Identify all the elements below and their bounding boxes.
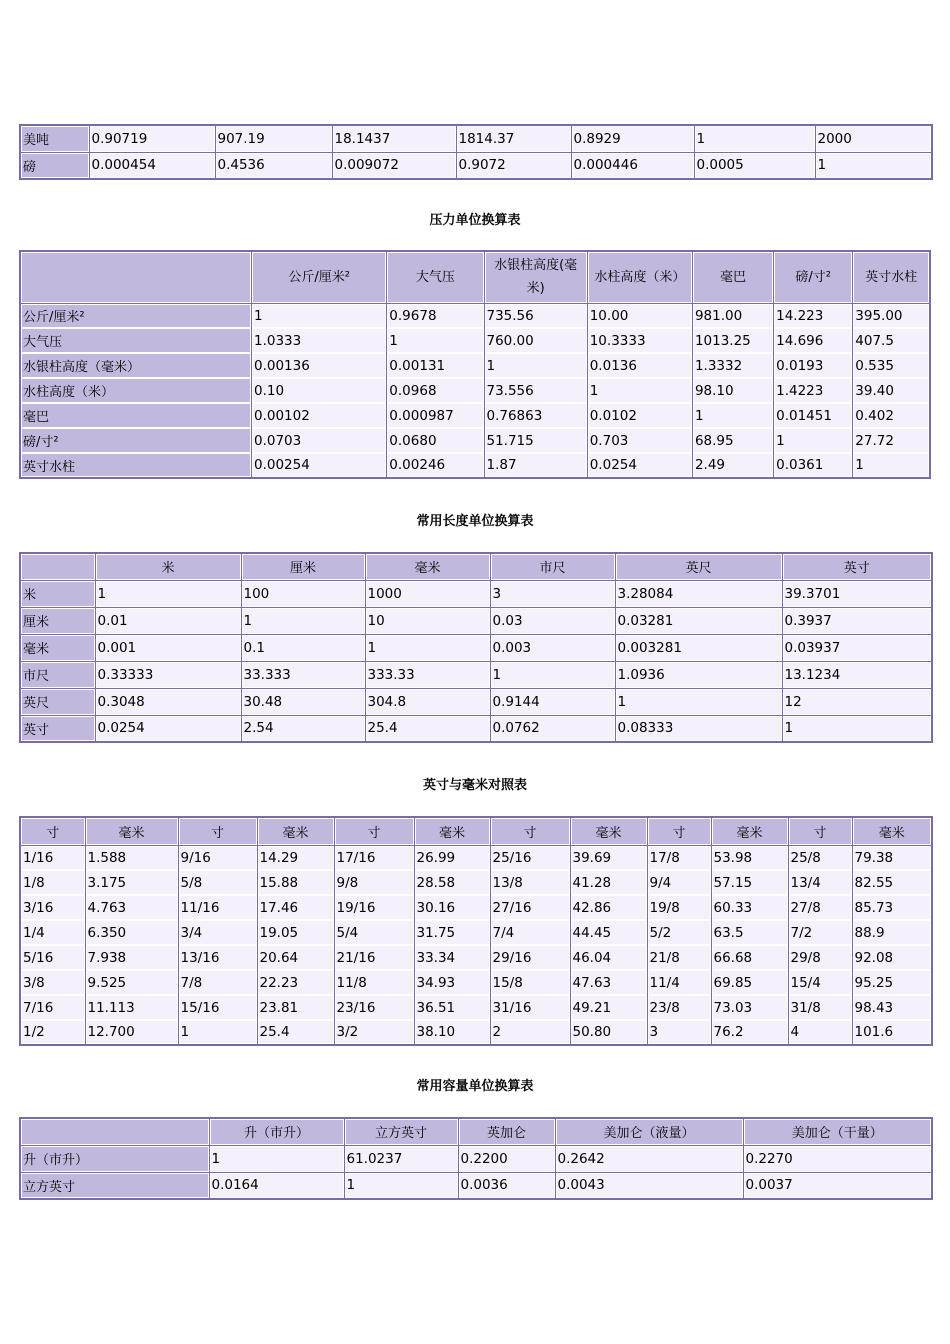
length-cell: 3 bbox=[490, 580, 615, 607]
volume-header-4: 美加仑（干量） bbox=[743, 1118, 932, 1145]
pressure-cell: 0.0680 bbox=[387, 428, 484, 453]
pressure-cell: 0.703 bbox=[587, 428, 692, 453]
length-row-label: 厘米 bbox=[20, 607, 95, 634]
pressure-cell: 760.00 bbox=[484, 328, 587, 353]
pressure-title: 压力单位换算表 bbox=[429, 213, 521, 228]
volume-cell: 1 bbox=[209, 1145, 344, 1172]
inch-mm-cell: 3/8 bbox=[20, 970, 85, 995]
length-header-0: 米 bbox=[95, 553, 241, 580]
table-row bbox=[20, 1020, 932, 1045]
pressure-cell: 27.72 bbox=[853, 428, 930, 453]
table-row bbox=[20, 403, 930, 428]
pressure-cell: 1013.25 bbox=[692, 328, 773, 353]
inch-mm-cell: 53.98 bbox=[711, 845, 788, 870]
inch-mm-cell: 3 bbox=[647, 1020, 711, 1045]
pressure-cell: 407.5 bbox=[853, 328, 930, 353]
inch-mm-cell: 95.25 bbox=[852, 970, 932, 995]
length-cell: 0.03937 bbox=[782, 634, 932, 661]
volume-row-label: 升（市升） bbox=[20, 1145, 209, 1172]
length-cell: 2.54 bbox=[241, 715, 365, 742]
inch-mm-cell: 44.45 bbox=[570, 920, 647, 945]
pressure-cell: 0.0254 bbox=[587, 453, 692, 478]
inch-mm-cell: 88.9 bbox=[852, 920, 932, 945]
inch-mm-cell: 3/16 bbox=[20, 895, 85, 920]
inch-mm-cell: 19/16 bbox=[334, 895, 414, 920]
pressure-cell: 0.00136 bbox=[252, 353, 387, 378]
inch-mm-cell: 47.63 bbox=[570, 970, 647, 995]
length-cell: 1 bbox=[95, 580, 241, 607]
inch-mm-cell: 9/4 bbox=[647, 870, 711, 895]
table-row bbox=[20, 580, 932, 607]
inch-mm-cell: 23/8 bbox=[647, 995, 711, 1020]
inch-mm-cell: 1/4 bbox=[20, 920, 85, 945]
inch-mm-cell: 39.69 bbox=[570, 845, 647, 870]
volume-header-1: 立方英寸 bbox=[344, 1118, 458, 1145]
inch-mm-cell: 92.08 bbox=[852, 945, 932, 970]
pressure-cell: 39.40 bbox=[853, 378, 930, 403]
pressure-cell: 73.556 bbox=[484, 378, 587, 403]
volume-header-3: 美加仑（液量） bbox=[555, 1118, 743, 1145]
inch-mm-cell: 15/4 bbox=[788, 970, 852, 995]
pressure-cell: 1.87 bbox=[484, 453, 587, 478]
pressure-cell: 0.535 bbox=[853, 353, 930, 378]
length-cell: 0.3937 bbox=[782, 607, 932, 634]
pressure-cell: 1.4223 bbox=[774, 378, 853, 403]
inch-mm-cell: 25/8 bbox=[788, 845, 852, 870]
inch-mm-cell: 15.88 bbox=[257, 870, 334, 895]
inch_mm-header-0: 寸 bbox=[20, 817, 85, 845]
pressure-cell: 0.10 bbox=[252, 378, 387, 403]
pressure-cell: 2.49 bbox=[692, 453, 773, 478]
volume-table-block bbox=[19, 1117, 931, 1200]
table-row bbox=[20, 428, 930, 453]
pressure-table bbox=[19, 250, 931, 479]
pressure-cell: 395.00 bbox=[853, 303, 930, 328]
length-cell: 0.003 bbox=[490, 634, 615, 661]
inch-mm-cell: 19/8 bbox=[647, 895, 711, 920]
inch-mm-cell: 15/16 bbox=[178, 995, 257, 1020]
volume-cell: 0.0036 bbox=[458, 1172, 555, 1199]
pressure-cell: 0.0968 bbox=[387, 378, 484, 403]
table-row bbox=[20, 634, 932, 661]
inch_mm-header-8: 寸 bbox=[647, 817, 711, 845]
inch-mm-cell: 1/2 bbox=[20, 1020, 85, 1045]
length-cell: 333.33 bbox=[365, 661, 490, 688]
table-row bbox=[20, 920, 932, 945]
length-cell: 13.1234 bbox=[782, 661, 932, 688]
inch-mm-cell: 3/4 bbox=[178, 920, 257, 945]
inch-mm-cell: 6.350 bbox=[85, 920, 178, 945]
inch-mm-cell: 25/16 bbox=[490, 845, 570, 870]
length-header-3: 市尺 bbox=[490, 553, 615, 580]
length-corner bbox=[20, 553, 95, 580]
weight_partial-cell: 18.1437 bbox=[332, 125, 456, 152]
inch-mm-cell: 41.28 bbox=[570, 870, 647, 895]
weight_partial-cell: 1 bbox=[815, 152, 932, 179]
pressure-cell: 1 bbox=[587, 378, 692, 403]
volume-row-label: 立方英寸 bbox=[20, 1172, 209, 1199]
weight_partial-cell: 0.8929 bbox=[571, 125, 694, 152]
table-row bbox=[20, 1172, 932, 1199]
length-cell: 1 bbox=[615, 688, 782, 715]
table-row bbox=[20, 945, 932, 970]
pressure-header-4: 毫巴 bbox=[692, 251, 773, 303]
table-row bbox=[20, 328, 930, 353]
pressure-header-5: 磅/寸² bbox=[774, 251, 853, 303]
inch_mm-header-1: 毫米 bbox=[85, 817, 178, 845]
inch-mm-cell: 34.93 bbox=[414, 970, 490, 995]
length-cell: 1 bbox=[241, 607, 365, 634]
pressure-cell: 1 bbox=[252, 303, 387, 328]
length-row-label: 毫米 bbox=[20, 634, 95, 661]
pressure-cell: 0.01451 bbox=[774, 403, 853, 428]
inch-mm-cell: 38.10 bbox=[414, 1020, 490, 1045]
length-cell: 0.0762 bbox=[490, 715, 615, 742]
pressure-cell: 1 bbox=[853, 453, 930, 478]
pressure-header-1: 大气压 bbox=[387, 251, 484, 303]
inch-mm-cell: 30.16 bbox=[414, 895, 490, 920]
table-row bbox=[20, 715, 932, 742]
pressure-cell: 0.0102 bbox=[587, 403, 692, 428]
volume-cell: 0.2270 bbox=[743, 1145, 932, 1172]
length-row-label: 英尺 bbox=[20, 688, 95, 715]
inch-mm-cell: 5/2 bbox=[647, 920, 711, 945]
weight_partial-row-label: 磅 bbox=[20, 152, 89, 179]
inch-mm-cell: 3.175 bbox=[85, 870, 178, 895]
inch-mm-cell: 28.58 bbox=[414, 870, 490, 895]
inch-mm-cell: 3/2 bbox=[334, 1020, 414, 1045]
volume-header-2: 英加仑 bbox=[458, 1118, 555, 1145]
weight-table-block bbox=[19, 124, 931, 180]
volume-cell: 0.0164 bbox=[209, 1172, 344, 1199]
inch-mm-cell: 29/8 bbox=[788, 945, 852, 970]
inch-mm-cell: 36.51 bbox=[414, 995, 490, 1020]
length-cell: 0.08333 bbox=[615, 715, 782, 742]
length-cell: 0.001 bbox=[95, 634, 241, 661]
inch-mm-cell: 5/4 bbox=[334, 920, 414, 945]
inch-mm-cell: 7/16 bbox=[20, 995, 85, 1020]
inch-mm-cell: 29/16 bbox=[490, 945, 570, 970]
pressure-cell: 98.10 bbox=[692, 378, 773, 403]
inch_mm-header-10: 寸 bbox=[788, 817, 852, 845]
length-row-label: 英寸 bbox=[20, 715, 95, 742]
inch-mm-cell: 21/16 bbox=[334, 945, 414, 970]
length-cell: 25.4 bbox=[365, 715, 490, 742]
inch-mm-cell: 26.99 bbox=[414, 845, 490, 870]
volume-table bbox=[19, 1117, 933, 1200]
volume-title: 常用容量单位换算表 bbox=[416, 1079, 534, 1094]
weight_partial-cell: 907.19 bbox=[215, 125, 332, 152]
length-cell: 1000 bbox=[365, 580, 490, 607]
length-cell: 1.0936 bbox=[615, 661, 782, 688]
pressure-cell: 0.0136 bbox=[587, 353, 692, 378]
pressure-cell: 10.00 bbox=[587, 303, 692, 328]
inch-mm-cell: 31.75 bbox=[414, 920, 490, 945]
length-cell: 1 bbox=[490, 661, 615, 688]
pressure-cell: 1.0333 bbox=[252, 328, 387, 353]
length-cell: 100 bbox=[241, 580, 365, 607]
inch-mm-cell: 31/16 bbox=[490, 995, 570, 1020]
inch-mm-cell: 13/8 bbox=[490, 870, 570, 895]
length-title: 常用长度单位换算表 bbox=[416, 514, 534, 529]
weight_partial-cell: 0.90719 bbox=[89, 125, 215, 152]
inch-mm-cell: 22.23 bbox=[257, 970, 334, 995]
inch-mm-cell: 11/8 bbox=[334, 970, 414, 995]
table-row bbox=[20, 1145, 932, 1172]
inch_mm-header-11: 毫米 bbox=[852, 817, 932, 845]
weight_partial-row-label: 美吨 bbox=[20, 125, 89, 152]
table-row bbox=[20, 353, 930, 378]
volume-header-0: 升（市升） bbox=[209, 1118, 344, 1145]
inch-mm-cell: 1/8 bbox=[20, 870, 85, 895]
inch-mm-cell: 13/16 bbox=[178, 945, 257, 970]
weight_partial-cell: 2000 bbox=[815, 125, 932, 152]
pressure-cell: 0.76863 bbox=[484, 403, 587, 428]
inch_mm-header-3: 毫米 bbox=[257, 817, 334, 845]
inch-mm-cell: 17.46 bbox=[257, 895, 334, 920]
inch-mm-cell: 12.700 bbox=[85, 1020, 178, 1045]
inch-mm-cell: 17/16 bbox=[334, 845, 414, 870]
weight_partial-cell: 0.4536 bbox=[215, 152, 332, 179]
inch-mm-cell: 14.29 bbox=[257, 845, 334, 870]
inch-mm-cell: 11/16 bbox=[178, 895, 257, 920]
table-row bbox=[20, 970, 932, 995]
inch-mm-cell: 46.04 bbox=[570, 945, 647, 970]
inch-mm-cell: 101.6 bbox=[852, 1020, 932, 1045]
table-row bbox=[20, 152, 932, 179]
inch-mm-cell: 50.80 bbox=[570, 1020, 647, 1045]
inch_mm-header-4: 寸 bbox=[334, 817, 414, 845]
inch_mm-header-9: 毫米 bbox=[711, 817, 788, 845]
volume-cell: 0.0037 bbox=[743, 1172, 932, 1199]
table-row bbox=[20, 125, 932, 152]
volume-corner bbox=[20, 1118, 209, 1145]
length-table bbox=[19, 552, 933, 743]
weight_partial-cell: 1814.37 bbox=[456, 125, 571, 152]
inch-mm-cell: 66.68 bbox=[711, 945, 788, 970]
pressure-cell: 1 bbox=[774, 428, 853, 453]
pressure-cell: 0.00131 bbox=[387, 353, 484, 378]
inch-mm-cell: 5/16 bbox=[20, 945, 85, 970]
pressure-cell: 14.223 bbox=[774, 303, 853, 328]
inch-mm-cell: 2 bbox=[490, 1020, 570, 1045]
pressure-cell: 0.00254 bbox=[252, 453, 387, 478]
length-cell: 0.33333 bbox=[95, 661, 241, 688]
pressure-cell: 10.3333 bbox=[587, 328, 692, 353]
volume-cell: 0.2200 bbox=[458, 1145, 555, 1172]
table-row bbox=[20, 607, 932, 634]
inch-mm-table bbox=[19, 816, 933, 1046]
length-header-1: 厘米 bbox=[241, 553, 365, 580]
inch-mm-cell: 1 bbox=[178, 1020, 257, 1045]
inch-mm-cell: 11/4 bbox=[647, 970, 711, 995]
pressure-header-3: 水柱高度（米） bbox=[587, 251, 692, 303]
length-row-label: 米 bbox=[20, 580, 95, 607]
inch-mm-cell: 33.34 bbox=[414, 945, 490, 970]
inch_mm-header-7: 毫米 bbox=[570, 817, 647, 845]
inch-mm-cell: 63.5 bbox=[711, 920, 788, 945]
inch-mm-cell: 76.2 bbox=[711, 1020, 788, 1045]
length-cell: 33.333 bbox=[241, 661, 365, 688]
table-row bbox=[20, 303, 930, 328]
length-cell: 1 bbox=[782, 715, 932, 742]
length-header-5: 英寸 bbox=[782, 553, 932, 580]
pressure-cell: 981.00 bbox=[692, 303, 773, 328]
inch-mm-cell: 98.43 bbox=[852, 995, 932, 1020]
table-row bbox=[20, 661, 932, 688]
inch-mm-cell: 20.64 bbox=[257, 945, 334, 970]
pressure-table-block bbox=[19, 250, 931, 479]
inch-mm-cell: 7/8 bbox=[178, 970, 257, 995]
inch-mm-cell: 49.21 bbox=[570, 995, 647, 1020]
volume-cell: 0.0043 bbox=[555, 1172, 743, 1199]
pressure-header-2: 水银柱高度(毫米) bbox=[484, 251, 587, 303]
table-row bbox=[20, 688, 932, 715]
inch-mm-cell: 23/16 bbox=[334, 995, 414, 1020]
inch-mm-cell: 15/8 bbox=[490, 970, 570, 995]
inch-mm-cell: 23.81 bbox=[257, 995, 334, 1020]
pressure-cell: 0.0193 bbox=[774, 353, 853, 378]
pressure-header-6: 英寸水柱 bbox=[853, 251, 930, 303]
inch-mm-cell: 60.33 bbox=[711, 895, 788, 920]
pressure-row-label: 水柱高度（米） bbox=[20, 378, 252, 403]
inch-mm-cell: 82.55 bbox=[852, 870, 932, 895]
volume-cell: 61.0237 bbox=[344, 1145, 458, 1172]
weight-table bbox=[19, 124, 933, 180]
pressure-cell: 0.9678 bbox=[387, 303, 484, 328]
inch-mm-cell: 69.85 bbox=[711, 970, 788, 995]
weight_partial-cell: 0.000446 bbox=[571, 152, 694, 179]
weight_partial-cell: 0.9072 bbox=[456, 152, 571, 179]
length-cell: 0.3048 bbox=[95, 688, 241, 715]
volume-cell: 1 bbox=[344, 1172, 458, 1199]
pressure-row-label: 磅/寸² bbox=[20, 428, 252, 453]
inch-mm-cell: 25.4 bbox=[257, 1020, 334, 1045]
inch-mm-cell: 21/8 bbox=[647, 945, 711, 970]
pressure-cell: 0.00102 bbox=[252, 403, 387, 428]
pressure-cell: 1 bbox=[692, 403, 773, 428]
pressure-cell: 0.0361 bbox=[774, 453, 853, 478]
pressure-cell: 735.56 bbox=[484, 303, 587, 328]
volume-cell: 0.2642 bbox=[555, 1145, 743, 1172]
length-header-4: 英尺 bbox=[615, 553, 782, 580]
length-cell: 3.28084 bbox=[615, 580, 782, 607]
length-row-label: 市尺 bbox=[20, 661, 95, 688]
pressure-row-label: 毫巴 bbox=[20, 403, 252, 428]
length-cell: 0.9144 bbox=[490, 688, 615, 715]
inch-mm-cell: 7/2 bbox=[788, 920, 852, 945]
inch-mm-cell: 1/16 bbox=[20, 845, 85, 870]
inch-mm-cell: 27/8 bbox=[788, 895, 852, 920]
inch-mm-cell: 57.15 bbox=[711, 870, 788, 895]
inch-mm-cell: 5/8 bbox=[178, 870, 257, 895]
table-row bbox=[20, 378, 930, 403]
weight_partial-cell: 0.0005 bbox=[694, 152, 815, 179]
inch_mm-header-5: 毫米 bbox=[414, 817, 490, 845]
length-cell: 0.01 bbox=[95, 607, 241, 634]
inch-mm-cell: 9/16 bbox=[178, 845, 257, 870]
length-cell: 39.3701 bbox=[782, 580, 932, 607]
length-cell: 30.48 bbox=[241, 688, 365, 715]
length-cell: 0.0254 bbox=[95, 715, 241, 742]
pressure-cell: 14.696 bbox=[774, 328, 853, 353]
inch-mm-cell: 85.73 bbox=[852, 895, 932, 920]
inch-mm-cell: 1.588 bbox=[85, 845, 178, 870]
inch-mm-cell: 42.86 bbox=[570, 895, 647, 920]
pressure-row-label: 公斤/厘米² bbox=[20, 303, 252, 328]
pressure-cell: 0.00246 bbox=[387, 453, 484, 478]
inch_mm-header-6: 寸 bbox=[490, 817, 570, 845]
pressure-cell: 0.402 bbox=[853, 403, 930, 428]
inch-mm-cell: 7/4 bbox=[490, 920, 570, 945]
length-cell: 12 bbox=[782, 688, 932, 715]
inch-mm-cell: 27/16 bbox=[490, 895, 570, 920]
pressure-cell: 0.000987 bbox=[387, 403, 484, 428]
weight_partial-cell: 1 bbox=[694, 125, 815, 152]
table-row bbox=[20, 995, 932, 1020]
length-cell: 0.003281 bbox=[615, 634, 782, 661]
pressure-cell: 1 bbox=[484, 353, 587, 378]
inch-mm-cell: 79.38 bbox=[852, 845, 932, 870]
inch-mm-cell: 31/8 bbox=[788, 995, 852, 1020]
inch-mm-cell: 4.763 bbox=[85, 895, 178, 920]
pressure-corner bbox=[20, 251, 252, 303]
inch-mm-table-block bbox=[19, 816, 931, 1046]
inch-mm-cell: 13/4 bbox=[788, 870, 852, 895]
inch-mm-cell: 7.938 bbox=[85, 945, 178, 970]
length-cell: 0.1 bbox=[241, 634, 365, 661]
table-row bbox=[20, 895, 932, 920]
length-cell: 0.03281 bbox=[615, 607, 782, 634]
length-cell: 1 bbox=[365, 634, 490, 661]
pressure-header-0: 公斤/厘米² bbox=[252, 251, 387, 303]
table-row bbox=[20, 870, 932, 895]
inch-mm-title: 英寸与毫米对照表 bbox=[422, 778, 527, 793]
pressure-cell: 1.3332 bbox=[692, 353, 773, 378]
inch-mm-cell: 17/8 bbox=[647, 845, 711, 870]
table-row bbox=[20, 845, 932, 870]
length-cell: 304.8 bbox=[365, 688, 490, 715]
inch-mm-cell: 73.03 bbox=[711, 995, 788, 1020]
pressure-cell: 51.715 bbox=[484, 428, 587, 453]
inch-mm-cell: 9.525 bbox=[85, 970, 178, 995]
inch_mm-header-2: 寸 bbox=[178, 817, 257, 845]
length-header-2: 毫米 bbox=[365, 553, 490, 580]
inch-mm-cell: 11.113 bbox=[85, 995, 178, 1020]
inch-mm-cell: 4 bbox=[788, 1020, 852, 1045]
table-row bbox=[20, 453, 930, 478]
weight_partial-cell: 0.009072 bbox=[332, 152, 456, 179]
inch-mm-cell: 19.05 bbox=[257, 920, 334, 945]
pressure-row-label: 大气压 bbox=[20, 328, 252, 353]
weight_partial-cell: 0.000454 bbox=[89, 152, 215, 179]
pressure-cell: 68.95 bbox=[692, 428, 773, 453]
inch-mm-cell: 9/8 bbox=[334, 870, 414, 895]
pressure-row-label: 英寸水柱 bbox=[20, 453, 252, 478]
pressure-cell: 0.0703 bbox=[252, 428, 387, 453]
length-cell: 10 bbox=[365, 607, 490, 634]
length-cell: 0.03 bbox=[490, 607, 615, 634]
pressure-row-label: 水银柱高度（毫米） bbox=[20, 353, 252, 378]
length-table-block bbox=[19, 552, 931, 743]
pressure-cell: 1 bbox=[387, 328, 484, 353]
